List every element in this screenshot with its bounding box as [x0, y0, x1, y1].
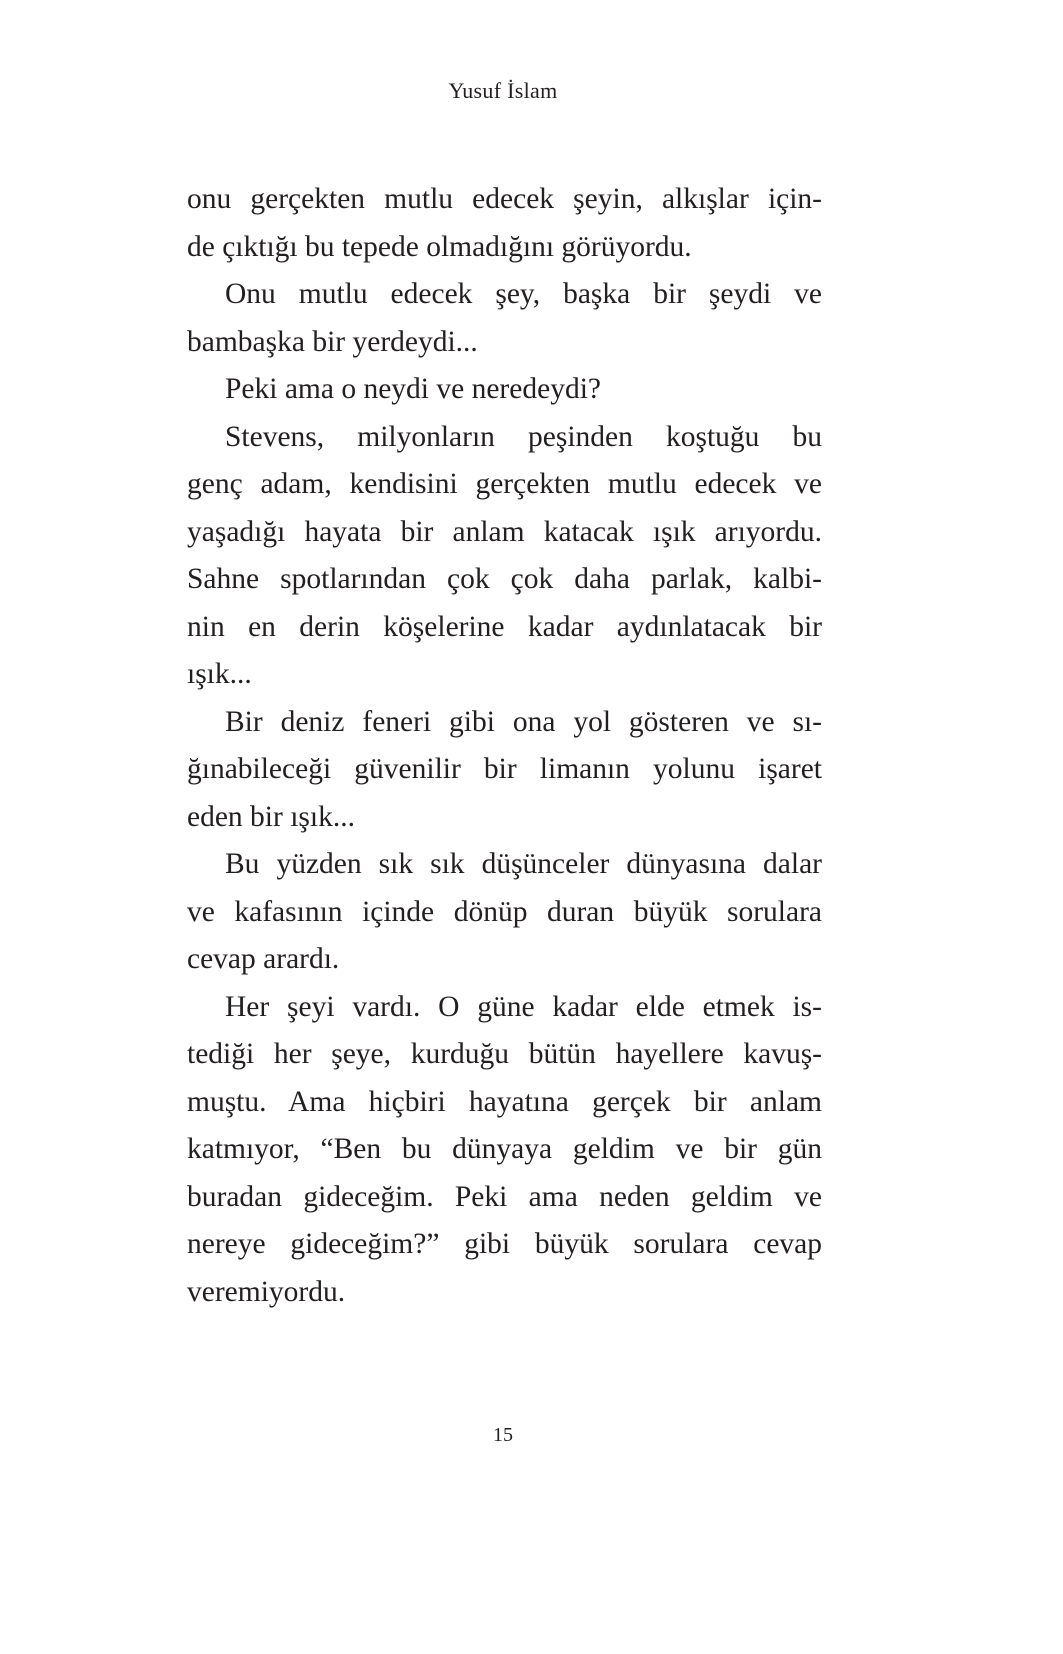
text-line: ışık... [187, 658, 252, 690]
paragraph-first-line: Bir deniz feneri gibi ona yol gösteren ve sı- [225, 705, 822, 738]
text-line: nin en derin köşelerine kadar aydınlatacak bir [187, 610, 822, 643]
paragraph-first-line: Stevens, milyonların peşinden koştuğu bu [225, 420, 822, 453]
text-line: cevap arardı. [187, 943, 340, 975]
text-line: katmıyor, “Ben bu dünyaya geldim ve bir gün [187, 1133, 822, 1165]
text-line: yaşadığı hayata bir anlam katacak ışık arıyordu. [187, 515, 822, 548]
running-header: Yusuf İslam [448, 78, 558, 103]
paragraph-first-line: Onu mutlu edecek şey, başka bir şeydi ve [225, 278, 822, 310]
text-line: eden bir ışık... [187, 800, 355, 833]
text-line: buradan gideceğim. Peki ama neden geldim ve [187, 1180, 822, 1213]
text-line: onu gerçekten mutlu edecek şeyin, alkışlar için- [187, 183, 822, 215]
text-line: Sahne spotlarından çok çok daha parlak, kalbi- [187, 563, 822, 595]
text-line: ve kafasının içinde dönüp duran büyük sorulara [187, 895, 822, 928]
body-text [187, 176, 822, 1316]
page-number: 15 [493, 1424, 513, 1446]
text-line: genç adam, kendisini gerçekten mutlu edecek ve [187, 468, 822, 500]
text-line: muştu. Ama hiçbiri hayatına gerçek bir anlam [187, 1085, 822, 1118]
text-line: ğınabileceği güvenilir bir limanın yolunu işaret [187, 753, 822, 785]
text-line: de çıktığı bu tepede olmadığını görüyordu. [187, 230, 692, 263]
paragraph-first-line: Her şeyi vardı. O güne kadar elde etmek is- [225, 990, 822, 1023]
text-line: veremiyordu. [187, 1275, 346, 1308]
paragraph-first-line: Peki ama o neydi ve neredeydi? [225, 373, 601, 405]
text-line: tediği her şeye, kurduğu bütün hayellere kavuş- [187, 1038, 822, 1070]
text-line: nereye gideceğim?” gibi büyük sorulara cevap [187, 1228, 822, 1260]
paragraph-first-line: Bu yüzden sık sık düşünceler dünyasına dalar [225, 848, 822, 880]
text-line: bambaşka bir yerdeydi... [187, 325, 478, 358]
